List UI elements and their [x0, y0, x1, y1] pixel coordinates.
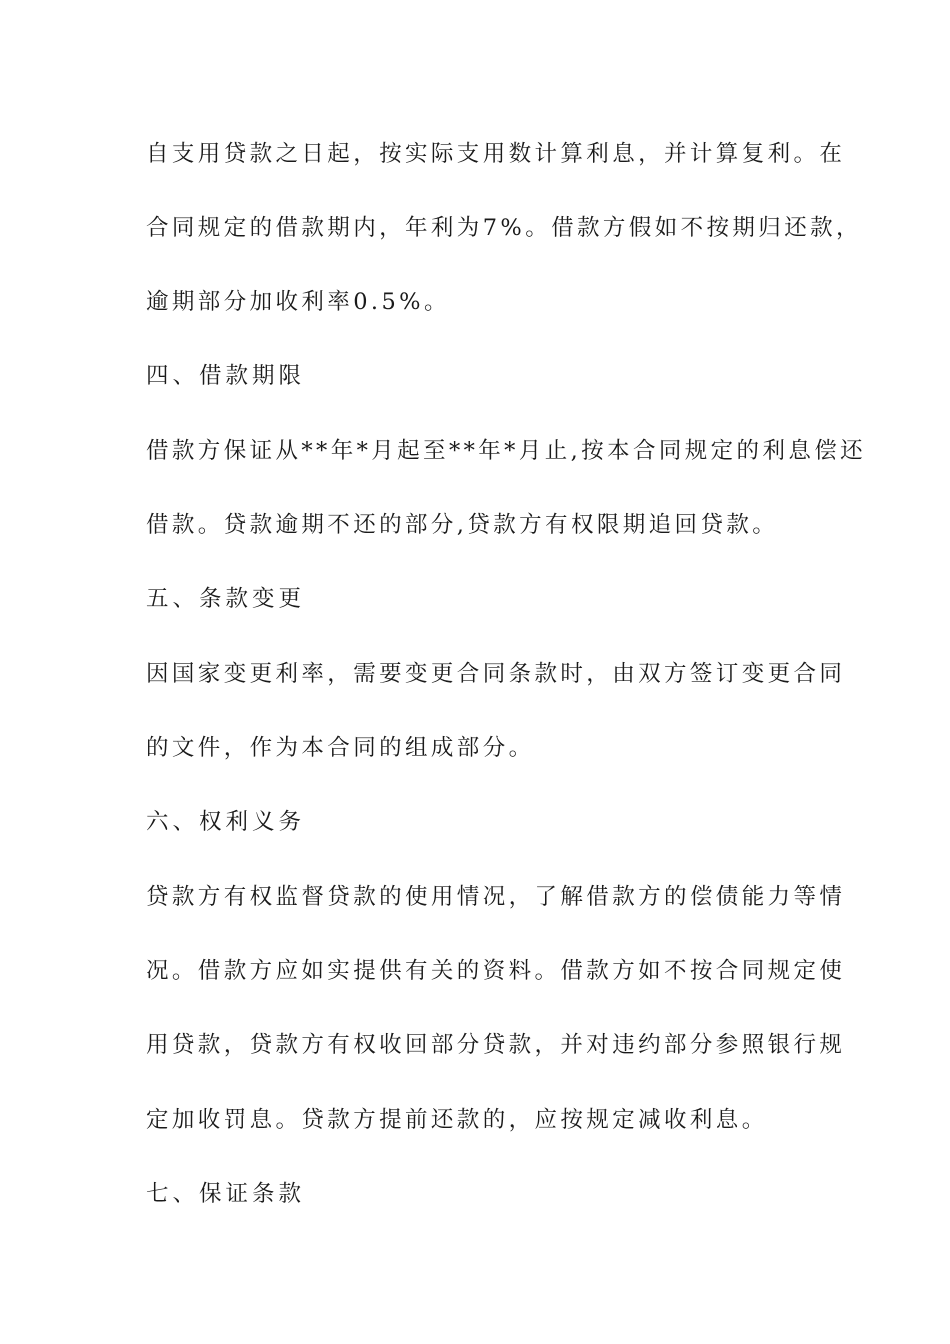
paragraph-line-rights-1: 贷款方有权监督贷款的使用情况，了解借款方的偿债能力等情 — [146, 884, 846, 910]
paragraph-line-interest-1: 自支用贷款之日起，按实际支用数计算利息，并计算复利。在 — [146, 141, 846, 167]
paragraph-line-rights-2: 况。借款方应如实提供有关的资料。借款方如不按合同规定使 — [146, 958, 846, 984]
section-heading-loan-term: 四、借款期限 — [146, 363, 306, 389]
paragraph-line-loan-term-1: 借款方保证从**年*月起至**年*月止,按本合同规定的利息偿还 — [146, 438, 867, 464]
section-heading-guarantee: 七、保证条款 — [146, 1181, 306, 1207]
paragraph-line-rights-3: 用贷款，贷款方有权收回部分贷款，并对违约部分参照银行规 — [146, 1032, 846, 1058]
paragraph-line-loan-term-2: 借款。贷款逾期不还的部分,贷款方有权限期追回贷款。 — [146, 512, 779, 538]
paragraph-line-rights-4: 定加收罚息。贷款方提前还款的，应按规定减收利息。 — [146, 1107, 768, 1133]
section-heading-rights-obligations: 六、权利义务 — [146, 809, 306, 835]
paragraph-line-interest-2: 合同规定的借款期内，年利为7%。借款方假如不按期归还款， — [146, 215, 862, 241]
paragraph-line-clause-change-1: 因国家变更利率，需要变更合同条款时，由双方签订变更合同 — [146, 661, 846, 687]
section-heading-clause-change: 五、条款变更 — [146, 586, 306, 612]
paragraph-line-interest-3: 逾期部分加收利率0.5%。 — [146, 289, 450, 315]
paragraph-line-clause-change-2: 的文件，作为本合同的组成部分。 — [146, 735, 535, 761]
